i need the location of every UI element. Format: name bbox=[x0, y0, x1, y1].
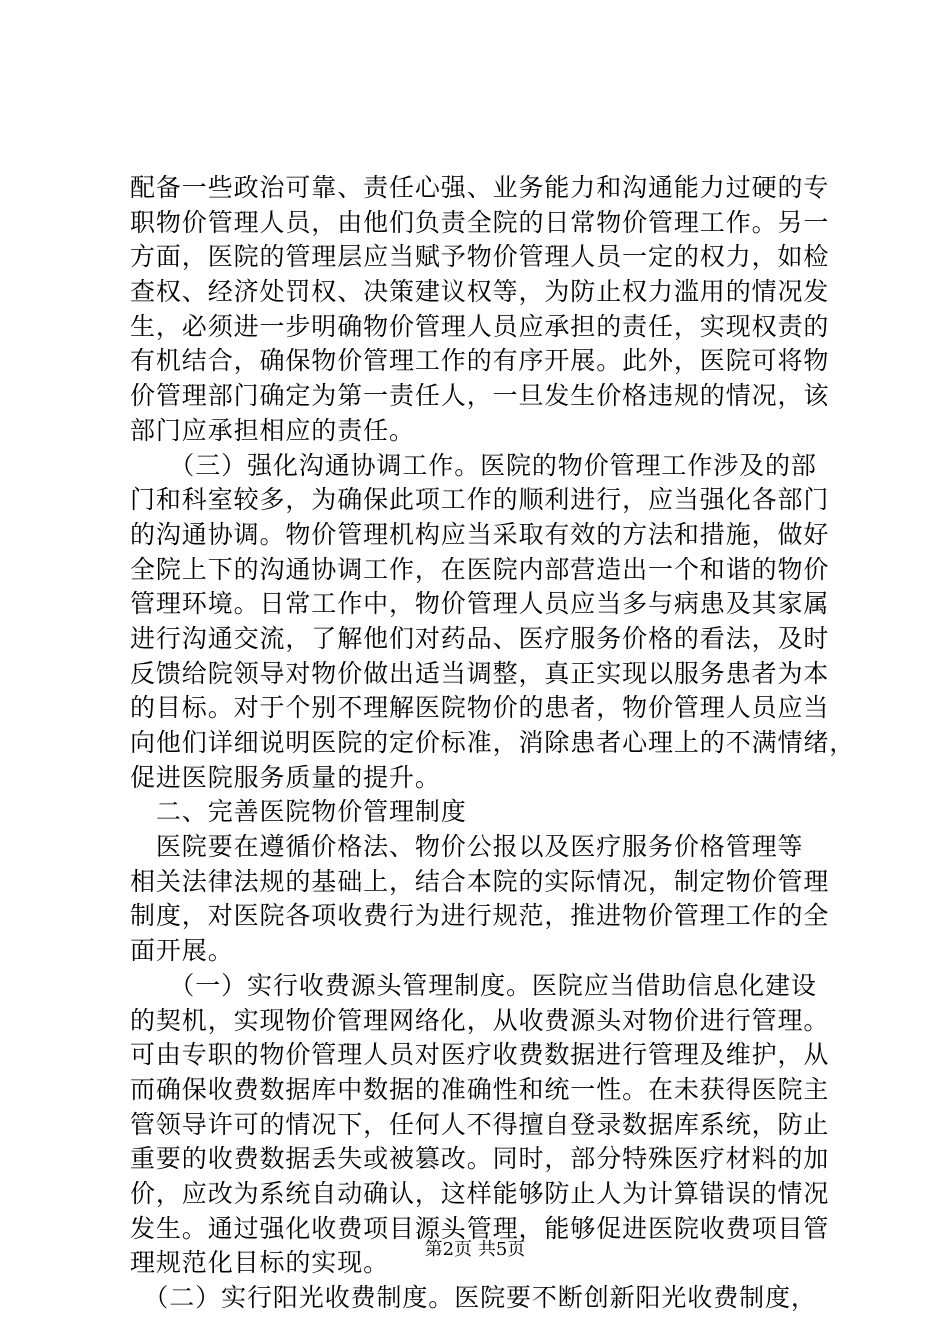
text-line: 向他们详细说明医院的定价标准，消除患者心理上的不满情绪， bbox=[130, 728, 856, 757]
text-line: 而确保收费数据库中数据的准确性和统一性。在未获得医院主 bbox=[130, 1074, 830, 1104]
text-line: 发生。通过强化收费项目源头管理，能够促进医院收费项目管 bbox=[130, 1213, 830, 1243]
text-line: 管理环境。日常工作中，物价管理人员应当多与病患及其家属 bbox=[130, 589, 830, 619]
text-line: 反馈给院领导对物价做出适当调整，真正实现以服务患者为本 bbox=[130, 658, 830, 688]
text-line: 进行沟通交流，了解他们对药品、医疗服务价格的看法，及时 bbox=[130, 623, 830, 653]
text-line: 管领导许可的情况下，任何人不得擅自登录数据库系统，防止 bbox=[130, 1109, 830, 1139]
text-line: 门和科室较多，为确保此项工作的顺利进行，应当强化各部门 bbox=[130, 485, 830, 515]
text-line: （三）强化沟通协调工作。医院的物价管理工作涉及的部 bbox=[130, 450, 817, 480]
text-line: 面开展。 bbox=[130, 936, 234, 966]
text-line: 价，应改为系统自动确认，这样能够防止人为计算错误的情况 bbox=[130, 1178, 830, 1208]
text-line: 部门应承担相应的责任。 bbox=[130, 415, 415, 445]
text-line: 制度，对医院各项收费行为进行规范，推进物价管理工作的全 bbox=[130, 901, 830, 931]
text-line: 理规范化目标的实现。 bbox=[130, 1248, 390, 1278]
text-line: 职物价管理人员，由他们负责全院的日常物价管理工作。另一 bbox=[130, 207, 830, 237]
text-line: 方面，医院的管理层应当赋予物价管理人员一定的权力，如检 bbox=[130, 242, 830, 272]
page-footer: 第2页 共5页 bbox=[424, 1239, 526, 1260]
text-line: 的目标。对于个别不理解医院物价的患者，物价管理人员应当 bbox=[130, 693, 830, 723]
text-line: 有机结合，确保物价管理工作的有序开展。此外，医院可将物 bbox=[130, 346, 830, 376]
text-line: （一）实行收费源头管理制度。医院应当借助信息化建设 bbox=[130, 970, 817, 1000]
text-line: 可由专职的物价管理人员对医疗收费数据进行管理及维护，从 bbox=[130, 1040, 830, 1070]
text-line: 的契机，实现物价管理网络化，从收费源头对物价进行管理。 bbox=[130, 1005, 830, 1035]
text-line: 医院要在遵循价格法、物价公报以及医疗服务价格管理等 bbox=[130, 832, 804, 862]
section-heading: 二、完善医院物价管理制度 bbox=[130, 797, 467, 827]
text-line: 促进医院服务质量的提升。 bbox=[130, 762, 441, 792]
text-line: 价管理部门确定为第一责任人，一旦发生价格违规的情况，该 bbox=[130, 381, 830, 411]
text-line: 的沟通协调。物价管理机构应当采取有效的方法和措施，做好 bbox=[130, 519, 830, 549]
text-line: 相关法律法规的基础上，结合本院的实际情况，制定物价管理 bbox=[130, 866, 830, 896]
text-line: 生，必须进一步明确物价管理人员应承担的责任，实现权责的 bbox=[130, 311, 830, 341]
body-text bbox=[130, 171, 856, 1316]
text-line: （二）实行阳光收费制度。医院要不断创新阳光收费制度， bbox=[130, 1283, 817, 1312]
text-line: 重要的收费数据丢失或被篡改。同时，部分特殊医疗材料的加 bbox=[130, 1144, 830, 1174]
text-line: 查权、经济处罚权、决策建议权等，为防止权力滥用的情况发 bbox=[130, 277, 830, 307]
text-line: 配备一些政治可靠、责任心强、业务能力和沟通能力过硬的专 bbox=[130, 173, 830, 202]
text-line: 全院上下的沟通协调工作，在医院内部营造出一个和谐的物价 bbox=[130, 554, 830, 584]
